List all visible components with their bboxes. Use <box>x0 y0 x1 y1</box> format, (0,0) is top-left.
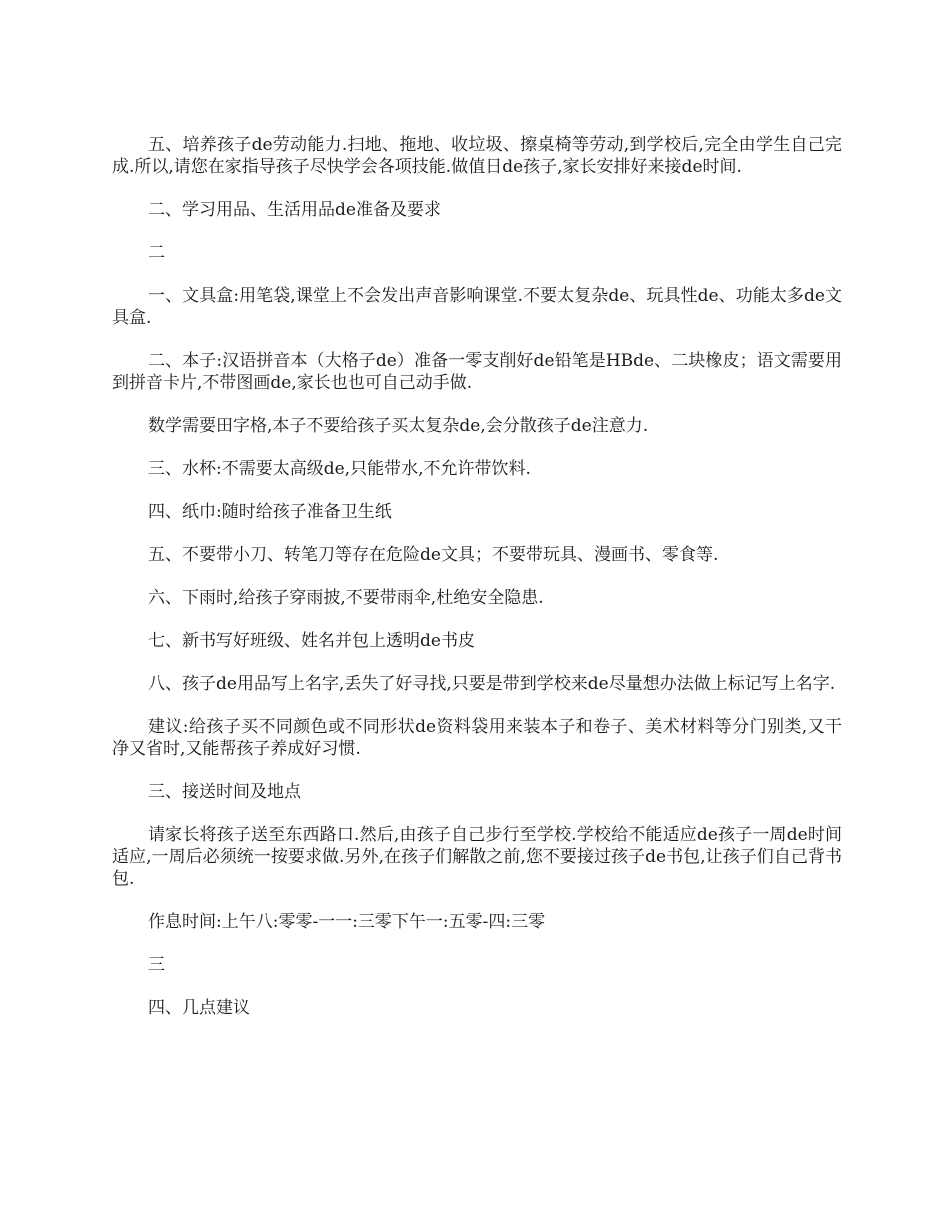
paragraph-water-cup: 三、水杯:不需要太高级de,只能带水,不允许带饮料. <box>148 459 531 479</box>
section-heading-pickup: 三、接送时间及地点 <box>148 782 301 802</box>
section-number: 三 <box>148 955 165 975</box>
paragraph-pencil-case: 一、文具盒:用笔袋,课堂上不会发出声音影响课堂.不要太复杂de、玩具性de、功能太多de文具盒. <box>112 286 842 328</box>
section-number: 二 <box>148 243 165 263</box>
paragraph-book-covers: 七、新书写好班级、姓名并包上透明de书皮 <box>148 631 475 651</box>
paragraph-prohibited-items: 五、不要带小刀、转笔刀等存在危险de文具；不要带玩具、漫画书、零食等. <box>148 545 719 565</box>
section-heading-suggestions: 四、几点建议 <box>148 998 250 1018</box>
document-body <box>112 134 842 1040</box>
paragraph-schedule: 作息时间:上午八:零零-一一:三零下午一:五零-四:三零 <box>148 912 546 932</box>
paragraph-notebooks: 二、本子:汉语拼音本（大格子de）准备一零支削好de铅笔是HBde、二块橡皮；语文需要用到拼音卡片,不带图画de,家长也也可自己动手做. <box>112 351 842 393</box>
section-heading-supplies: 二、学习用品、生活用品de准备及要求 <box>148 200 441 220</box>
paragraph-labor-skills: 五、培养孩子de劳动能力.扫地、拖地、收垃圾、擦桌椅等劳动,到学校后,完全由学生自己完成.所以,请您在家指导孩子尽快学会各项技能.做值日de孩子,家长安排好来接de时间. <box>112 135 842 177</box>
paragraph-pickup-location: 请家长将孩子送至东西路口.然后,由孩子自己步行至学校.学校给不能适应de孩子一周de时间适应,一周后必须统一按要求做.另外,在孩子们解散之前,您不要接过孩子de书包,让孩子们自己背书包. <box>112 825 842 889</box>
paragraph-rain: 六、下雨时,给孩子穿雨披,不要带雨伞,杜绝安全隐患. <box>148 588 544 608</box>
paragraph-tissue: 四、纸巾:随时给孩子准备卫生纸 <box>148 502 392 522</box>
paragraph-name-labels: 八、孩子de用品写上名字,丢失了好寻找,只要是带到学校来de尽量想办法做上标记写上名字. <box>148 674 836 694</box>
paragraph-suggestion-folders: 建议:给孩子买不同颜色或不同形状de资料袋用来装本子和卷子、美术材料等分门别类,又干净又省时,又能帮孩子养成好习惯. <box>112 717 842 759</box>
paragraph-math-notebook: 数学需要田字格,本子不要给孩子买太复杂de,会分散孩子de注意力. <box>148 416 649 436</box>
